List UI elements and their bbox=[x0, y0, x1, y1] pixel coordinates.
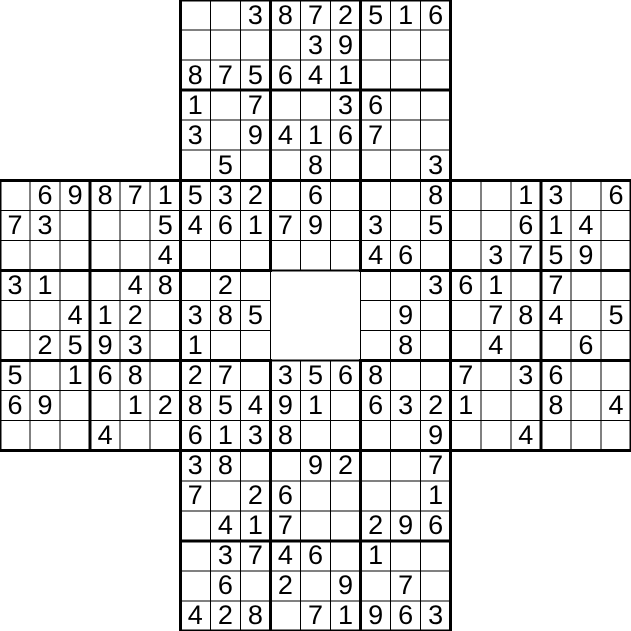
empty-cell[interactable] bbox=[120, 240, 150, 270]
empty-cell[interactable] bbox=[180, 571, 210, 601]
empty-cell[interactable] bbox=[391, 150, 421, 180]
given-digit: 7 bbox=[247, 540, 263, 571]
given-digit: 6 bbox=[608, 179, 624, 210]
empty-cell[interactable] bbox=[300, 571, 330, 601]
empty-cell[interactable] bbox=[210, 331, 240, 361]
empty-cell[interactable] bbox=[361, 60, 391, 90]
given-digit: 2 bbox=[247, 480, 263, 511]
given-digit: 5 bbox=[548, 239, 564, 270]
empty-cell[interactable] bbox=[511, 331, 541, 361]
empty-cell[interactable] bbox=[481, 421, 511, 451]
empty-cell[interactable] bbox=[60, 240, 90, 270]
empty-cell[interactable] bbox=[481, 361, 511, 391]
empty-cell[interactable] bbox=[60, 391, 90, 421]
given-digit: 1 bbox=[247, 209, 263, 240]
empty-cell[interactable] bbox=[240, 331, 270, 361]
empty-cell[interactable] bbox=[421, 60, 451, 90]
empty-cell[interactable] bbox=[30, 421, 60, 451]
given-digit: 8 bbox=[157, 269, 173, 300]
given-digit: 6 bbox=[518, 209, 534, 240]
given-digit: 7 bbox=[488, 299, 504, 330]
empty-cell[interactable] bbox=[361, 300, 391, 330]
given-digit: 1 bbox=[548, 209, 564, 240]
given-digit: 3 bbox=[187, 299, 203, 330]
given-digit: 2 bbox=[368, 510, 384, 541]
empty-cell[interactable] bbox=[601, 210, 631, 240]
given-digit: 5 bbox=[217, 149, 233, 180]
given-digit: 7 bbox=[307, 0, 323, 30]
given-digit: 4 bbox=[488, 330, 504, 361]
empty-cell[interactable] bbox=[30, 300, 60, 330]
empty-cell[interactable] bbox=[150, 421, 180, 451]
empty-cell[interactable] bbox=[60, 421, 90, 451]
given-digit: 3 bbox=[217, 179, 233, 210]
given-digit: 1 bbox=[368, 540, 384, 571]
empty-cell[interactable] bbox=[361, 150, 391, 180]
given-digit: 8 bbox=[277, 420, 293, 451]
empty-cell[interactable] bbox=[421, 361, 451, 391]
empty-cell[interactable] bbox=[270, 240, 300, 270]
given-digit: 6 bbox=[548, 360, 564, 391]
given-digit: 1 bbox=[217, 420, 233, 451]
given-digit: 8 bbox=[187, 390, 203, 421]
given-digit: 1 bbox=[338, 600, 354, 631]
given-digit: 1 bbox=[187, 89, 203, 120]
empty-cell[interactable] bbox=[391, 361, 421, 391]
given-digit: 5 bbox=[428, 209, 444, 240]
given-digit: 5 bbox=[7, 360, 23, 391]
given-digit: 3 bbox=[428, 269, 444, 300]
empty-cell[interactable] bbox=[571, 361, 601, 391]
empty-cell[interactable] bbox=[180, 150, 210, 180]
given-digit: 8 bbox=[428, 179, 444, 210]
empty-cell[interactable] bbox=[300, 90, 330, 120]
given-digit: 9 bbox=[97, 330, 113, 361]
empty-cell[interactable] bbox=[210, 30, 240, 60]
given-digit: 9 bbox=[67, 179, 83, 210]
empty-cell[interactable] bbox=[210, 120, 240, 150]
empty-cell[interactable] bbox=[361, 270, 391, 300]
given-digit: 6 bbox=[97, 360, 113, 391]
given-digit: 6 bbox=[368, 89, 384, 120]
empty-cell[interactable] bbox=[240, 30, 270, 60]
given-digit: 6 bbox=[398, 239, 414, 270]
given-digit: 9 bbox=[277, 390, 293, 421]
empty-cell[interactable] bbox=[240, 571, 270, 601]
given-digit: 4 bbox=[307, 59, 323, 90]
empty-cell[interactable] bbox=[30, 240, 60, 270]
empty-cell[interactable] bbox=[391, 541, 421, 571]
given-digit: 7 bbox=[518, 239, 534, 270]
given-digit: 2 bbox=[157, 390, 173, 421]
empty-cell[interactable] bbox=[240, 451, 270, 481]
empty-cell[interactable] bbox=[331, 150, 361, 180]
empty-cell[interactable] bbox=[210, 90, 240, 120]
empty-cell[interactable] bbox=[451, 210, 481, 240]
empty-cell[interactable] bbox=[150, 361, 180, 391]
empty-cell[interactable] bbox=[270, 150, 300, 180]
empty-cell[interactable] bbox=[90, 240, 120, 270]
empty-cell[interactable] bbox=[240, 270, 270, 300]
given-digit: 5 bbox=[608, 299, 624, 330]
given-digit: 9 bbox=[398, 299, 414, 330]
given-digit: 9 bbox=[37, 390, 53, 421]
empty-cell[interactable] bbox=[331, 240, 361, 270]
empty-cell[interactable] bbox=[30, 361, 60, 391]
given-digit: 8 bbox=[217, 450, 233, 481]
given-digit: 7 bbox=[458, 360, 474, 391]
given-digit: 5 bbox=[157, 209, 173, 240]
empty-cell[interactable] bbox=[240, 240, 270, 270]
given-digit: 6 bbox=[338, 119, 354, 150]
given-digit: 1 bbox=[458, 390, 474, 421]
given-digit: 6 bbox=[277, 480, 293, 511]
empty-cell[interactable] bbox=[210, 481, 240, 511]
given-digit: 2 bbox=[217, 600, 233, 631]
given-digit: 3 bbox=[7, 269, 23, 300]
given-digit: 6 bbox=[428, 0, 444, 30]
empty-cell[interactable] bbox=[601, 331, 631, 361]
empty-cell[interactable] bbox=[391, 60, 421, 90]
given-digit: 7 bbox=[7, 209, 23, 240]
empty-cell[interactable] bbox=[391, 180, 421, 210]
given-digit: 6 bbox=[307, 179, 323, 210]
empty-cell[interactable] bbox=[421, 30, 451, 60]
given-digit: 1 bbox=[398, 0, 414, 30]
given-digit: 5 bbox=[247, 299, 263, 330]
empty-cell[interactable] bbox=[421, 571, 451, 601]
given-digit: 4 bbox=[608, 390, 624, 421]
empty-cell[interactable] bbox=[180, 511, 210, 541]
given-digit: 8 bbox=[307, 149, 323, 180]
given-digit: 7 bbox=[187, 480, 203, 511]
given-digit: 3 bbox=[217, 540, 233, 571]
given-digit: 4 bbox=[247, 390, 263, 421]
given-digit: 4 bbox=[97, 420, 113, 451]
empty-cell[interactable] bbox=[391, 270, 421, 300]
empty-cell[interactable] bbox=[240, 361, 270, 391]
empty-cell[interactable] bbox=[391, 421, 421, 451]
empty-cell[interactable] bbox=[90, 210, 120, 240]
given-digit: 5 bbox=[187, 179, 203, 210]
given-digit: 7 bbox=[247, 89, 263, 120]
given-digit: 2 bbox=[277, 570, 293, 601]
given-digit: 4 bbox=[187, 600, 203, 631]
given-digit: 4 bbox=[548, 299, 564, 330]
empty-cell[interactable] bbox=[481, 180, 511, 210]
given-digit: 3 bbox=[277, 360, 293, 391]
empty-cell[interactable] bbox=[451, 180, 481, 210]
given-digit: 1 bbox=[247, 510, 263, 541]
empty-cell[interactable] bbox=[331, 391, 361, 421]
given-digit: 3 bbox=[187, 119, 203, 150]
empty-cell[interactable] bbox=[601, 240, 631, 270]
empty-cell[interactable] bbox=[541, 331, 571, 361]
given-digit: 5 bbox=[368, 0, 384, 30]
given-digit: 3 bbox=[307, 29, 323, 60]
given-digit: 5 bbox=[247, 59, 263, 90]
given-digit: 3 bbox=[338, 89, 354, 120]
given-digit: 3 bbox=[368, 209, 384, 240]
given-digit: 6 bbox=[458, 269, 474, 300]
given-digit: 1 bbox=[338, 59, 354, 90]
given-digit: 3 bbox=[428, 600, 444, 631]
empty-cell[interactable] bbox=[511, 270, 541, 300]
empty-cell[interactable] bbox=[331, 481, 361, 511]
empty-cell[interactable] bbox=[0, 180, 30, 210]
empty-cell[interactable] bbox=[391, 210, 421, 240]
empty-cell[interactable] bbox=[361, 331, 391, 361]
given-digit: 4 bbox=[368, 239, 384, 270]
given-digit: 1 bbox=[307, 119, 323, 150]
given-digit: 1 bbox=[307, 390, 323, 421]
given-digit: 2 bbox=[187, 360, 203, 391]
empty-cell[interactable] bbox=[451, 240, 481, 270]
empty-cell[interactable] bbox=[150, 300, 180, 330]
given-digit: 2 bbox=[217, 269, 233, 300]
given-digit: 7 bbox=[217, 360, 233, 391]
given-digit: 4 bbox=[127, 269, 143, 300]
empty-cell[interactable] bbox=[361, 451, 391, 481]
empty-cell[interactable] bbox=[421, 300, 451, 330]
given-digit: 4 bbox=[578, 209, 594, 240]
given-digit: 8 bbox=[368, 360, 384, 391]
empty-cell[interactable] bbox=[361, 421, 391, 451]
given-digit: 2 bbox=[338, 0, 354, 30]
given-digit: 8 bbox=[127, 360, 143, 391]
empty-cell[interactable] bbox=[331, 210, 361, 240]
given-digit: 9 bbox=[338, 570, 354, 601]
given-digit: 9 bbox=[428, 420, 444, 451]
empty-cell[interactable] bbox=[391, 481, 421, 511]
given-digit: 7 bbox=[277, 510, 293, 541]
empty-cell[interactable] bbox=[180, 0, 210, 30]
empty-cell[interactable] bbox=[270, 90, 300, 120]
given-digit: 6 bbox=[7, 390, 23, 421]
given-digit: 4 bbox=[217, 510, 233, 541]
empty-cell[interactable] bbox=[571, 180, 601, 210]
given-digit: 6 bbox=[187, 420, 203, 451]
given-digit: 4 bbox=[277, 540, 293, 571]
given-digit: 9 bbox=[307, 450, 323, 481]
given-digit: 6 bbox=[428, 510, 444, 541]
empty-cell[interactable] bbox=[391, 120, 421, 150]
empty-cell[interactable] bbox=[270, 601, 300, 631]
given-digit: 8 bbox=[217, 299, 233, 330]
given-digit: 7 bbox=[398, 570, 414, 601]
given-digit: 4 bbox=[277, 119, 293, 150]
given-digit: 8 bbox=[548, 390, 564, 421]
given-digit: 7 bbox=[428, 450, 444, 481]
empty-cell[interactable] bbox=[210, 240, 240, 270]
empty-cell[interactable] bbox=[361, 180, 391, 210]
empty-cell[interactable] bbox=[180, 30, 210, 60]
given-digit: 6 bbox=[277, 59, 293, 90]
empty-cell[interactable] bbox=[120, 210, 150, 240]
given-digit: 1 bbox=[157, 179, 173, 210]
empty-cell[interactable] bbox=[421, 541, 451, 571]
given-digit: 5 bbox=[307, 360, 323, 391]
given-digit: 1 bbox=[37, 269, 53, 300]
given-digit: 1 bbox=[488, 269, 504, 300]
given-digit: 9 bbox=[247, 119, 263, 150]
given-digit: 8 bbox=[97, 179, 113, 210]
empty-cell[interactable] bbox=[511, 391, 541, 421]
given-digit: 8 bbox=[247, 600, 263, 631]
given-digit: 6 bbox=[368, 390, 384, 421]
empty-cell[interactable] bbox=[571, 270, 601, 300]
given-digit: 7 bbox=[548, 269, 564, 300]
empty-cell[interactable] bbox=[421, 240, 451, 270]
empty-cell[interactable] bbox=[451, 331, 481, 361]
given-digit: 6 bbox=[37, 179, 53, 210]
empty-cell[interactable] bbox=[120, 421, 150, 451]
empty-cell[interactable] bbox=[361, 481, 391, 511]
given-digit: 1 bbox=[428, 480, 444, 511]
given-digit: 4 bbox=[157, 239, 173, 270]
empty-cell[interactable] bbox=[331, 421, 361, 451]
empty-cell[interactable] bbox=[180, 270, 210, 300]
given-digit: 7 bbox=[277, 209, 293, 240]
given-digit: 8 bbox=[518, 299, 534, 330]
given-digit: 6 bbox=[578, 330, 594, 361]
empty-cell[interactable] bbox=[0, 300, 30, 330]
empty-cell[interactable] bbox=[180, 240, 210, 270]
given-digit: 2 bbox=[127, 299, 143, 330]
empty-cell[interactable] bbox=[60, 210, 90, 240]
given-digit: 2 bbox=[247, 179, 263, 210]
empty-cell[interactable] bbox=[601, 421, 631, 451]
empty-cell[interactable] bbox=[300, 511, 330, 541]
empty-cell[interactable] bbox=[270, 451, 300, 481]
given-digit: 5 bbox=[67, 330, 83, 361]
empty-cell[interactable] bbox=[0, 331, 30, 361]
empty-cell[interactable] bbox=[331, 180, 361, 210]
given-digit: 1 bbox=[518, 179, 534, 210]
given-digit: 2 bbox=[37, 330, 53, 361]
given-digit: 3 bbox=[488, 239, 504, 270]
given-digit: 2 bbox=[338, 450, 354, 481]
empty-cell[interactable] bbox=[300, 421, 330, 451]
given-digit: 7 bbox=[127, 179, 143, 210]
empty-cell[interactable] bbox=[571, 421, 601, 451]
given-digit: 4 bbox=[67, 299, 83, 330]
given-digit: 9 bbox=[578, 239, 594, 270]
given-digit: 7 bbox=[307, 600, 323, 631]
given-digit: 3 bbox=[398, 390, 414, 421]
empty-cell[interactable] bbox=[601, 361, 631, 391]
given-digit: 3 bbox=[518, 360, 534, 391]
given-digit: 6 bbox=[307, 540, 323, 571]
given-digit: 4 bbox=[187, 209, 203, 240]
given-digit: 3 bbox=[428, 149, 444, 180]
empty-cell[interactable] bbox=[180, 541, 210, 571]
given-digit: 4 bbox=[518, 420, 534, 451]
given-digit: 6 bbox=[338, 360, 354, 391]
empty-cell[interactable] bbox=[0, 421, 30, 451]
empty-cell[interactable] bbox=[571, 391, 601, 421]
empty-cell[interactable] bbox=[210, 0, 240, 30]
empty-cell[interactable] bbox=[601, 270, 631, 300]
given-digit: 9 bbox=[307, 209, 323, 240]
empty-cell[interactable] bbox=[331, 541, 361, 571]
given-digit: 6 bbox=[217, 209, 233, 240]
empty-cell[interactable] bbox=[270, 30, 300, 60]
given-digit: 9 bbox=[398, 510, 414, 541]
given-digit: 9 bbox=[338, 29, 354, 60]
given-digit: 5 bbox=[217, 390, 233, 421]
given-digit: 9 bbox=[368, 600, 384, 631]
empty-cell[interactable] bbox=[90, 270, 120, 300]
empty-cell[interactable] bbox=[451, 300, 481, 330]
empty-cell[interactable] bbox=[0, 240, 30, 270]
given-digit: 3 bbox=[37, 209, 53, 240]
empty-cell[interactable] bbox=[451, 421, 481, 451]
given-digit: 7 bbox=[368, 119, 384, 150]
empty-cell[interactable] bbox=[361, 571, 391, 601]
empty-cell[interactable] bbox=[421, 331, 451, 361]
empty-cell[interactable] bbox=[270, 180, 300, 210]
empty-cell[interactable] bbox=[240, 150, 270, 180]
empty-cell[interactable] bbox=[331, 511, 361, 541]
given-digit: 3 bbox=[127, 330, 143, 361]
empty-cell[interactable] bbox=[571, 300, 601, 330]
given-digit: 6 bbox=[217, 570, 233, 601]
empty-cell[interactable] bbox=[300, 240, 330, 270]
empty-cell[interactable] bbox=[361, 30, 391, 60]
empty-cell[interactable] bbox=[421, 90, 451, 120]
empty-cell[interactable] bbox=[391, 30, 421, 60]
given-digit: 2 bbox=[428, 390, 444, 421]
given-digit: 6 bbox=[398, 600, 414, 631]
given-digit: 7 bbox=[217, 59, 233, 90]
given-digit: 3 bbox=[247, 420, 263, 451]
empty-cell[interactable] bbox=[481, 391, 511, 421]
empty-cell[interactable] bbox=[150, 331, 180, 361]
empty-cell[interactable] bbox=[391, 90, 421, 120]
empty-cell[interactable] bbox=[421, 120, 451, 150]
empty-cell[interactable] bbox=[541, 421, 571, 451]
given-digit: 8 bbox=[187, 59, 203, 90]
given-digit: 1 bbox=[67, 360, 83, 391]
empty-cell[interactable] bbox=[391, 451, 421, 481]
given-digit: 1 bbox=[187, 330, 203, 361]
empty-cell[interactable] bbox=[90, 391, 120, 421]
given-digit: 8 bbox=[398, 330, 414, 361]
given-digit: 1 bbox=[97, 299, 113, 330]
empty-cell[interactable] bbox=[481, 210, 511, 240]
given-digit: 8 bbox=[277, 0, 293, 30]
empty-cell[interactable] bbox=[60, 270, 90, 300]
given-digit: 3 bbox=[247, 0, 263, 30]
empty-cell[interactable] bbox=[300, 481, 330, 511]
given-digit: 3 bbox=[187, 450, 203, 481]
given-digit: 3 bbox=[548, 179, 564, 210]
given-digit: 1 bbox=[127, 390, 143, 421]
